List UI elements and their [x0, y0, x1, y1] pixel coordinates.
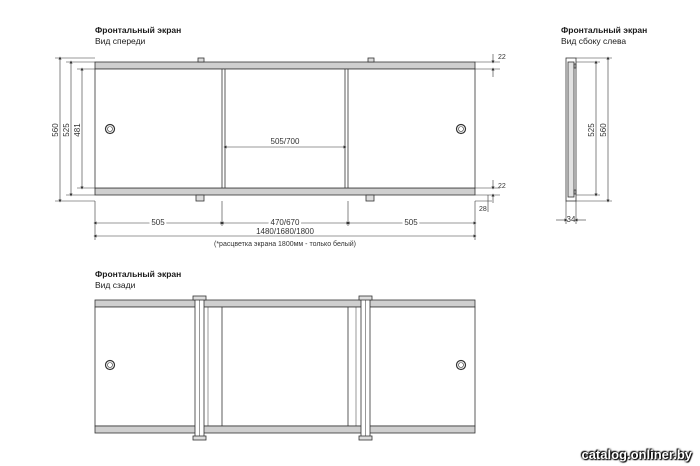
- front-panel-body: [95, 69, 475, 188]
- back-view-drawing: [95, 296, 475, 440]
- dim-top-rail: 22: [498, 54, 506, 61]
- front-view-subtitle: Вид спереди: [95, 36, 146, 46]
- dim-h-inner: 481: [73, 123, 82, 137]
- dim-left-panel: 505: [151, 218, 165, 227]
- front-foot-right: [366, 195, 374, 201]
- side-dim-h-mid: 525: [587, 123, 596, 137]
- dim-overall: 1480/1680/1800: [256, 227, 314, 236]
- back-bottom-rail: [95, 426, 475, 433]
- back-view-subtitle: Вид сзади: [95, 280, 136, 290]
- front-top-clip-left: [198, 58, 204, 62]
- side-view-subtitle: Вид сбоку слева: [561, 36, 627, 46]
- side-dim-depth: 34: [566, 215, 576, 224]
- dim-h-total: 560: [51, 123, 60, 137]
- front-view-drawing: [95, 58, 475, 201]
- side-view-title: Фронтальный экран: [561, 25, 648, 35]
- side-profile-inner: [568, 62, 574, 197]
- dim-right-panel: 505: [404, 218, 418, 227]
- side-dim-h-total: 560: [599, 123, 608, 137]
- front-rail-dimensions: [475, 54, 500, 212]
- dim-center-opening: 505/700: [270, 137, 300, 146]
- back-top-rail: [95, 300, 475, 307]
- dim-h-mid: 525: [62, 123, 71, 137]
- back-view-title: Фронтальный экран: [95, 269, 182, 279]
- dim-center-panel: 470/670: [270, 218, 300, 227]
- back-panel-body: [95, 307, 475, 426]
- side-view-drawing: [566, 58, 576, 201]
- front-foot-left: [196, 195, 204, 201]
- front-view-title: Фронтальный экран: [95, 25, 182, 35]
- dim-note: (*расцветка экрана 1800мм - только белый): [214, 241, 356, 248]
- dim-bottom-rail: 22: [498, 183, 506, 190]
- front-top-rail: [95, 62, 475, 69]
- dim-foot: 28: [479, 206, 487, 213]
- watermark-text: catalog.onliner.by: [581, 447, 692, 462]
- side-view-dimensions: [556, 58, 612, 224]
- front-top-clip-right: [368, 58, 374, 62]
- front-bottom-rail: [95, 188, 475, 195]
